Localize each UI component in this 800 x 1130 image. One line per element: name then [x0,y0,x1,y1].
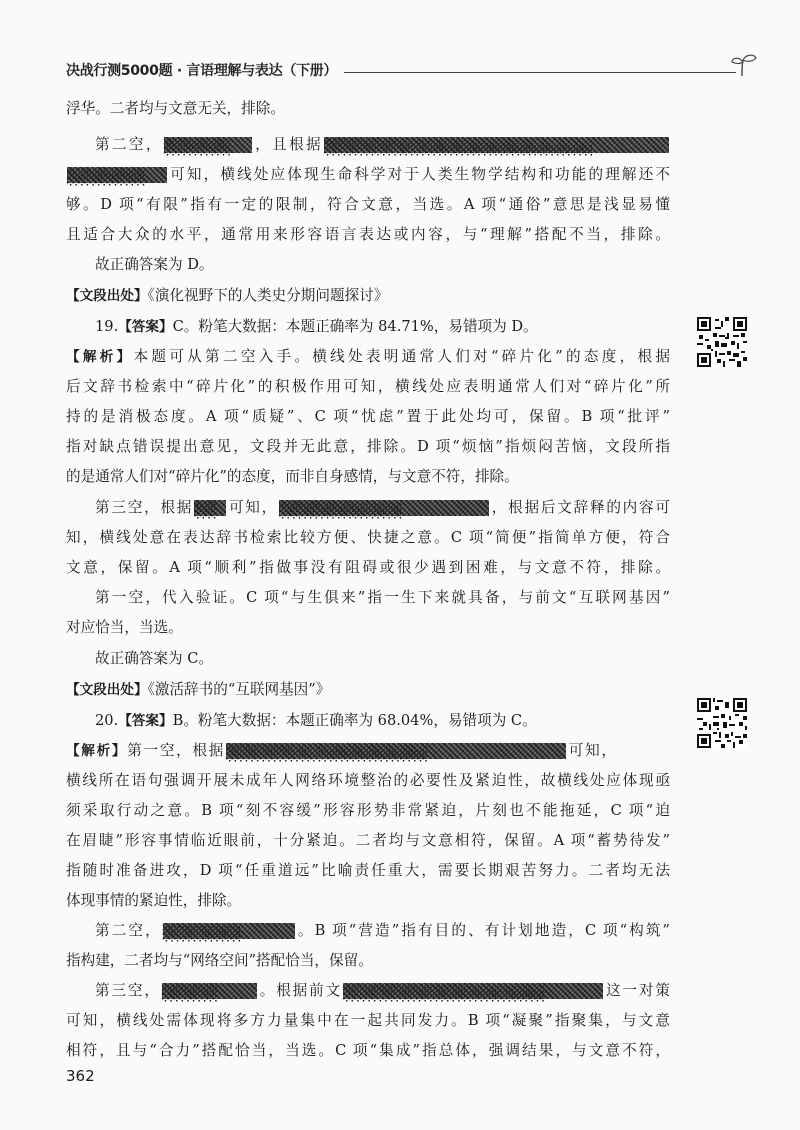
redaction-block: ░░░░░░░ [163,923,295,939]
text-span: 《演化视野下的人类史分期问题探讨》 [147,287,389,304]
text-span: 。B 项“营造”指有目的、有计划地造，C 项“构筑” [295,922,670,939]
text-line: 横线所在语句强调开展未成年人网络环境整治的必要性及紧迫性，故横线处应体现亟 [66,772,670,789]
answer-line [95,710,537,732]
answer-label: 【答案】 [118,713,173,729]
sprout-icon [730,52,758,78]
redaction-block: ░░░░░░░░░░░ [279,500,489,516]
answer-label: 【答案】 [118,319,173,335]
analysis-label: 【解析】 [66,743,128,759]
text-line [66,740,616,762]
text-line [95,497,670,519]
text-span: C。粉笔大数据：本题正确率为 84.71%，易错项为 D。 [172,318,538,335]
text-line [95,920,670,942]
redaction-block: ░░░░░░░░░░░░░░░░░░░░░░░░ [324,137,669,153]
text-line: 第一空，代入验证。C 项“与生俱来”指一生下来就具备，与前文“互联网基因” [95,589,670,606]
text-span: 这一对策 [604,982,670,999]
text-span: 本题可从第二空入手。横线处表明通常人们对“碎片化”的态度，根据 [133,348,670,365]
text-line: 可知，横线处需体现将多方力量集中在一起共同发力。B 项“凝聚”指聚集，与文意 [66,1012,670,1029]
text-line: 知，横线处意在表达辞书检索比较方便、快捷之意。C 项“简便”指简单方便，符合 [66,529,670,546]
text-span: ，根据后文辞释的内容可 [490,499,670,516]
text-span: 。根据前文 [257,982,343,999]
source-line [66,285,388,307]
text-line: 的是通常人们对“碎片化”的态度，而非自身感情，与文意不符，排除。 [66,468,519,485]
text-line: 指对缺点错误提出意见，文段并无此意，排除。D 项“烦恼”指烦闷苦恼，文段所指 [66,438,670,455]
source-label: 【文段出处】 [66,682,148,698]
text-span: 可知，横线处应体现生命科学对于人类生物学结构和功能的理解还不 [168,166,670,183]
text-line: 持的是消极态度。A 项“质疑”、C 项“忧虑”置于此处均可，保留。B 项“批评” [66,408,670,425]
text-span: 第三空， [95,982,161,999]
text-line: 够。D 项“有限”指有一定的限制，符合文意，当选。A 项“通俗”意思是浅显易懂 [66,196,670,213]
text-line: 体现事情的紧迫性，排除。 [66,892,242,909]
redaction-block: ░░░░░░░ [67,167,167,183]
text-line: 文意，保留。A 项“顺利”指做事没有阻碍或很少遇到困难，与文意不符，排除。 [66,559,670,576]
redaction-block: ░░ [194,500,226,516]
text-span: 第二空， [95,922,162,939]
text-span: B。粉笔大数据：本题正确率为 68.04%，易错项为 C。 [172,712,537,729]
text-span: 第三空，根据 [95,499,194,516]
text-line [95,980,670,1002]
text-line: 故正确答案为 D。 [95,256,214,273]
book-title: 决战行测5000题 · 言语理解与表达（下册） [66,63,338,79]
text-line: 指随时准备进攻，D 项“任重道远”比喻责任重大，需要长期艰苦努力。二者均无法 [66,862,670,879]
text-line [95,134,670,156]
source-line [66,679,330,701]
text-line: 浮华。二者均与文意无关，排除。 [66,100,285,117]
running-header [66,58,756,82]
text-span: 第二空， [95,136,163,153]
text-span: 可知， [567,742,616,759]
text-span: 《激活辞书的“互联网基因”》 [147,681,331,698]
redaction-block: ░░░░░░░░░░░░░░░░░░ [343,983,603,999]
question-number: 19. [95,318,119,335]
text-span: ，且根据 [252,136,323,153]
answer-line [95,316,538,338]
header-rule [344,72,736,73]
source-label: 【文段出处】 [66,288,148,304]
text-line: 指构建，二者均与“网络空间”搭配恰当，保留。 [66,952,373,969]
text-line: 相符，且与“合力”搭配恰当，当选。C 项“集成”指总体，强调结果，与文意不符， [66,1042,670,1059]
text-line: 对应恰当，当选。 [66,619,183,636]
text-line: 须采取行动之意。B 项“刻不容缓”形容形势非常紧迫，片刻也不能拖延，C 项“迫 [66,802,670,819]
text-span: 第一空，根据 [127,742,226,759]
qr-code-icon[interactable] [697,317,747,367]
text-line: 故正确答案为 C。 [95,650,213,667]
text-line: 且适合大众的水平，通常用来形容语言表达或内容，与“理解”搭配不当，排除。 [66,226,670,243]
redaction-block: ░░░░░ [162,983,257,999]
text-line [66,164,670,186]
redaction-block: ░░░░░░░░░░░░░░░░░░ [226,743,566,759]
page-number: 362 [66,1067,95,1085]
analysis-label: 【解析】 [66,349,134,365]
redaction-block: ░░░░░░ [164,137,252,153]
question-number: 20. [95,712,119,729]
text-line: 在眉睫”形容事情临近眼前，十分紧迫。二者均与文意相符，保留。A 项“蓄势待发” [66,832,670,849]
qr-code-icon[interactable] [697,698,747,748]
text-span: 可知， [227,499,279,516]
text-line [66,346,670,368]
text-line: 后文辞书检索中“碎片化”的积极作用可知，横线处应表明通常人们对“碎片化”所 [66,378,670,395]
